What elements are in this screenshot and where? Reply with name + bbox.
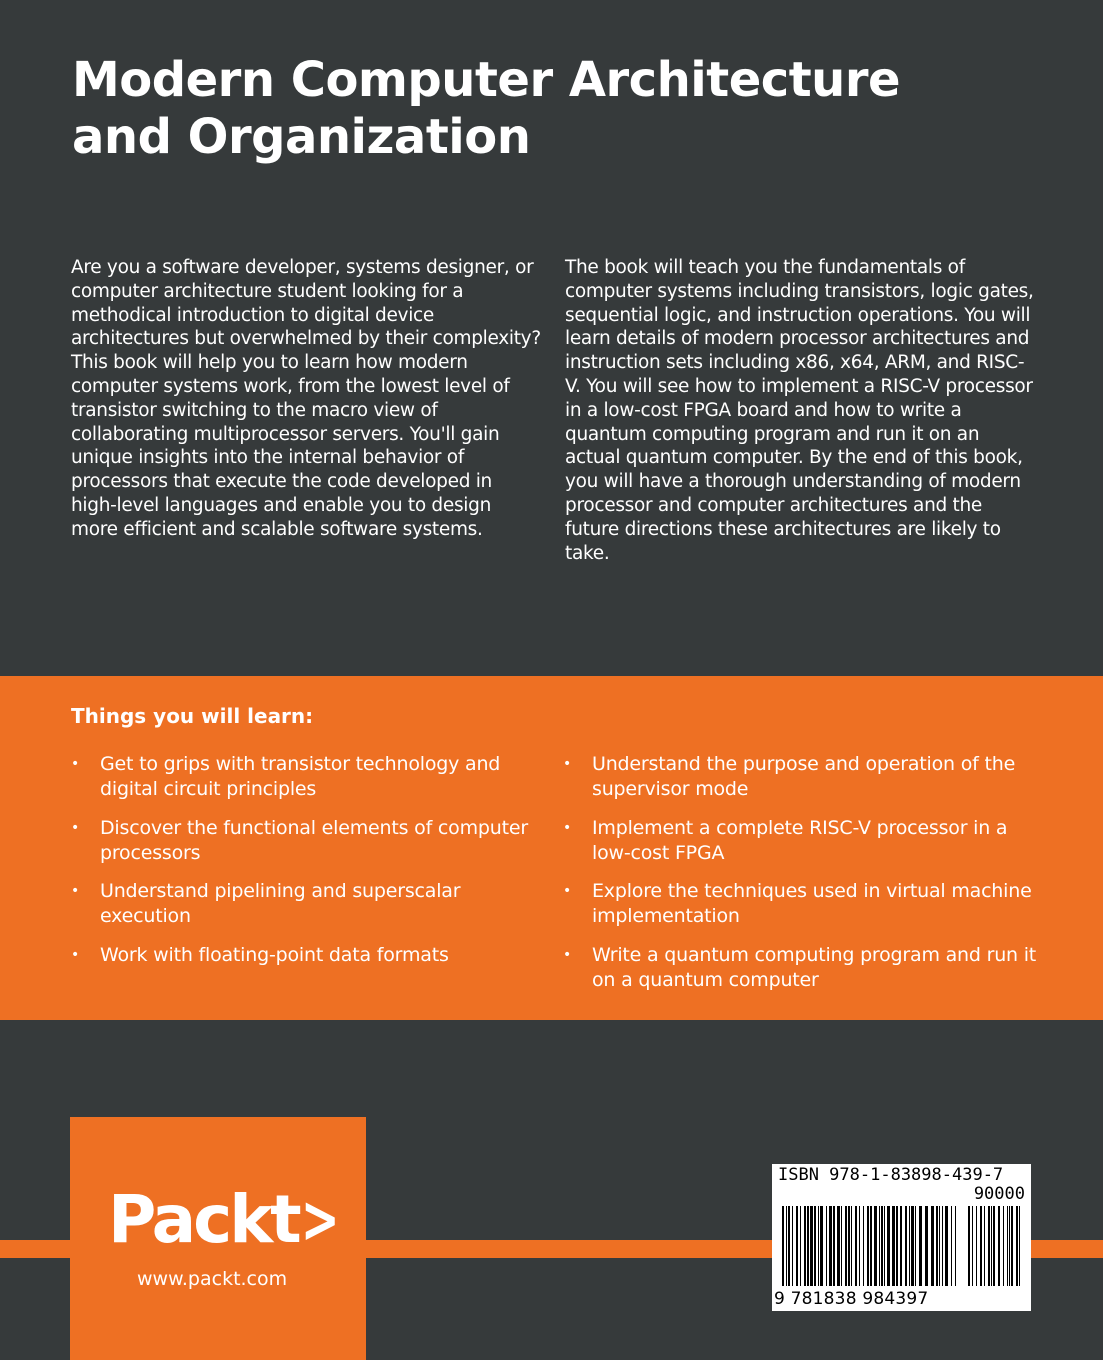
learn-list-right — [563, 752, 1043, 1006]
learn-item — [71, 879, 541, 943]
learn-item — [71, 816, 541, 880]
learn-item-text: Understand the purpose and operation of the supervisor mode — [592, 753, 1016, 800]
packt-logo-text: Packt — [108, 1181, 299, 1258]
barcode-digits: 9 781838 984397 — [774, 1289, 929, 1309]
packt-logo-icon — [108, 1180, 345, 1260]
bullet-icon: • — [563, 756, 572, 772]
bullet-icon: • — [71, 883, 80, 899]
learn-item-text: Write a quantum computing program and run it on a quantum computer — [592, 943, 1037, 991]
description-left: Are you a software developer, systems designer, or computer architecture student looking for a methodical introduction to digital device architectures but overwhelmed by their complexity? This book will help you to learn how modern computer systems work, from the lowest level of transistor switching to the macro view of collaborating multiprocessor servers. You'll gain unique insights into the internal behavior of processors that execute the code developed in high-level languages and enable you to design more efficient and scalable software systems. — [71, 257, 541, 540]
bullet-icon: • — [71, 819, 80, 836]
learn-item — [563, 879, 1043, 943]
packt-chevron-icon: > — [300, 1181, 338, 1258]
publisher-url: www.packt.com — [137, 1268, 288, 1290]
learn-item — [563, 943, 1043, 1007]
barcode-bars-icon — [782, 1206, 1022, 1288]
learn-item-text: Get to grips with transistor technology and digital circuit principles — [100, 753, 501, 800]
description-right: The book will teach you the fundamentals of computer systems including transistors, logic gates, sequential logic, and instruction operations. You will learn details of modern processor architectures and instruction sets including x86, x64, ARM, and RISC-V. You will see how to implement a RISC-V processor in a low-cost FPGA board and how to write a quantum computing program and run it on an actual quantum computer. By the end of this book, you will have a thorough understanding of modern processor and computer architectures and the future directions these architectures are likely to take. — [565, 257, 1034, 564]
learn-item — [71, 752, 541, 816]
title-text — [72, 52, 1052, 166]
learn-heading: Things you will learn: — [71, 704, 314, 728]
isbn-barcode — [772, 1164, 1031, 1311]
learn-item-text: Discover the functional elements of computer processors — [100, 816, 528, 864]
barcode-addon: 90000 — [973, 1184, 1025, 1204]
bullet-icon: • — [563, 946, 572, 963]
title-line-2: and Organization — [72, 109, 531, 165]
bullet-icon: • — [563, 883, 572, 899]
title-line-1: Modern Computer Architecture — [72, 52, 901, 108]
learn-item-text: Implement a complete RISC-V processor in a low-cost FPGA — [592, 816, 1008, 864]
learn-item-text: Work with floating-point data formats — [100, 943, 449, 966]
learn-item-text: Understand pipelining and superscalar execution — [100, 880, 461, 927]
learn-item — [563, 752, 1043, 816]
learn-item-text: Explore the techniques used in virtual machine implementation — [592, 880, 1032, 927]
learn-list-left — [71, 752, 541, 1006]
bullet-icon: • — [563, 819, 572, 836]
bullet-icon: • — [71, 756, 80, 772]
learn-item — [71, 943, 541, 1007]
bullet-icon: • — [71, 946, 80, 963]
learn-item — [563, 816, 1043, 880]
isbn-label: ISBN 978-1-83898-439-7 — [778, 1165, 1004, 1185]
